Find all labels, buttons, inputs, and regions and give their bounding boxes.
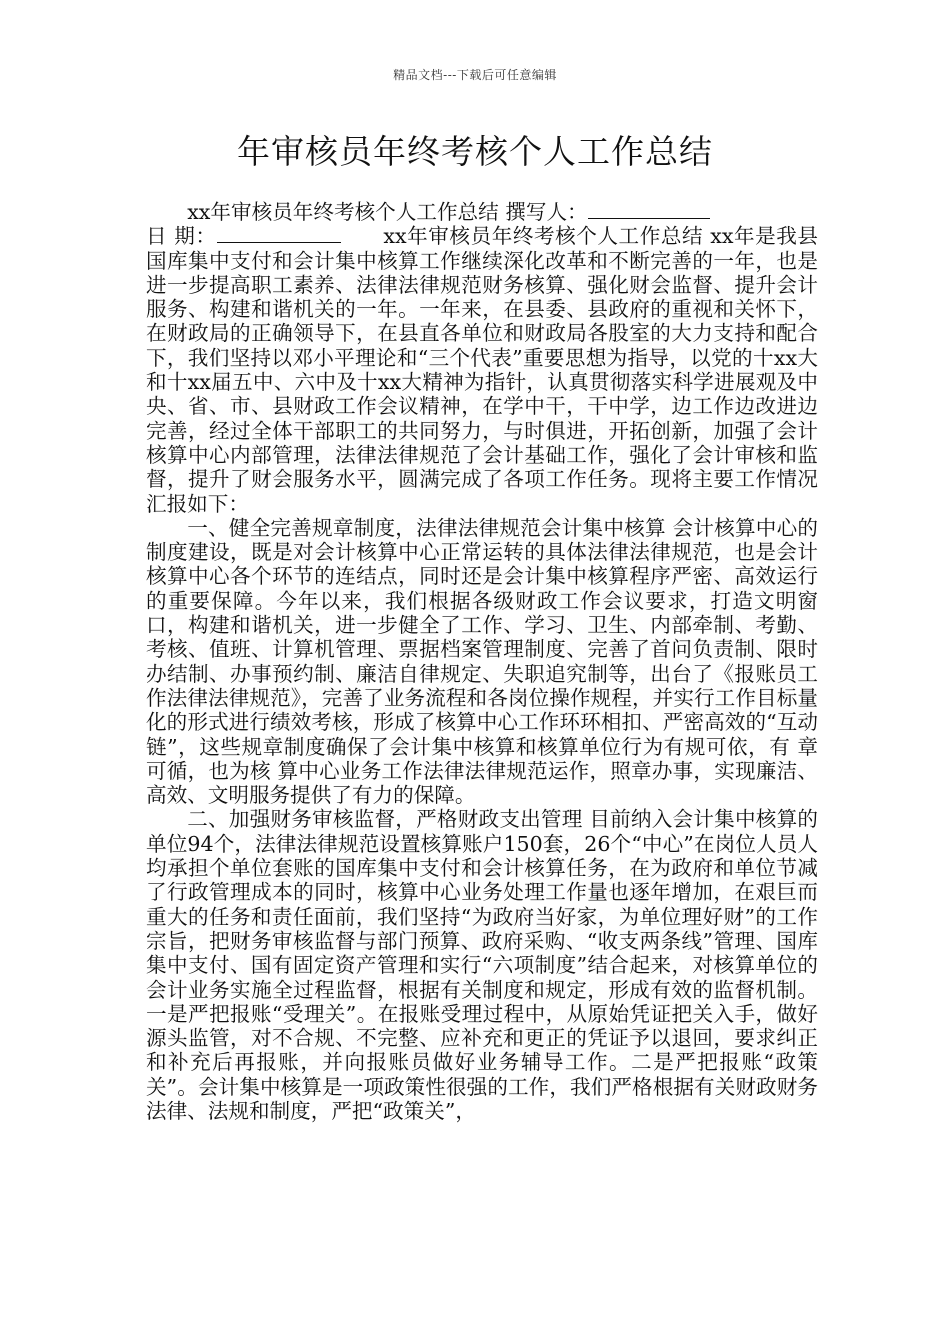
document-body <box>146 200 818 1123</box>
author-blank-field <box>588 200 710 219</box>
date-blank-field <box>217 224 341 243</box>
document-title: 年审核员年终考核个人工作总结 <box>237 132 713 171</box>
section-2-paragraph: 二、加强财务审核监督，严格财政支出管理 目前纳入会计集中核算的单位94个，法律法律规范设置核算账户150套，26个“中心”在岗位人员人均承担个单位套账的国库集中支付和会计核算任务，在为政府和单位节减了行政管理成本的同时，核算中心业务处理工作量也逐年增加，在艰巨而重大的任务和责任面前，我们坚持“为政府当好家，为单位理好财”的工作宗旨，把财务审核监督与部门预算、政府采购、“收支两条线”管理、国库集中支付、国有固定资产管理和实行“六项制度”结合起来，对核算单位的会计业务实施全过程监督，根据有关制度和规定，形成有效的监督机制。一是严把报账“受理关”。在报账受理过程中，从原始凭证把关入手，做好源头监管，对不合规、不完整、应补充和更正的凭证予以退回，要求纠正和补充后再报账，并向报账员做好业务辅导工作。二是严把报账“政策关”。会计集中核算是一项政策性很强的工作，我们严格根据有关财政财务法律、法规和制度，严把“政策关”， <box>146 807 818 1123</box>
section-1-paragraph: 一、健全完善规章制度，法律法律规范会计集中核算 会计核算中心的制度建设，既是对会计核算中心正常运转的具体法律法律规范，也是会计核算中心各个环节的连结点，同时还是会计集中核算程序严密、高效运行的重要保障。今年以来，我们根据各级财政工作会议要求，打造文明窗口，构建和谐机关，进一步健全了工作、学习、卫生、内部牵制、考勤、考核、值班、计算机管理、票据档案管理制度、完善了首问负责制、限时办结制、办事预约制、廉洁自律规定、失职追究制等，出台了《报账员工作法律法律规范》，完善了业务流程和各岗位操作规程，并实行工作目标量化的形式进行绩效考核，形成了核算中心工作环环相扣、严密高效的“互动链”，这些规章制度确保了会计集中核算和核算单位行为有规可依，有 章可循，也为核 算中心业务工作法律法律规范运作，照章办事，实现廉洁、高效、文明服务提供了有力的保障。 <box>146 515 818 808</box>
intro-paragraph: xx年审核员年终考核个人工作总结 xx年是我县国库集中支付和会计集中核算工作继续深化改革和不断完善的一年，也是进一步提高职工素养、法律法律规范财务核算、强化财会监督、提升会计服务、构建和谐机关的一年。一年来，在县委、县政府的重视和关怀下，在财政局的正确领导下，在县直各单位和财政局各股室的大力支持和配合下，我们坚持以邓小平理论和“三个代表”重要思想为指导，以党的十xx大和十xx届五中、六中及十xx大精神为指针，认真贯彻落实科学进展观及中央、省、市、县财政工作会议精神，在学中干，干中学，边工作边改进边完善，经过全体干部职工的共同努力，与时俱进，开拓创新，加强了会计核算中心内部管理，法律法律规范了会计基础工作，强化了会计审核和监督，提升了财会服务水平，圆满完成了各项工作任务。现将主要工作情况汇报如下： <box>146 224 819 516</box>
header-note: 精品文档---下载后可任意编辑 <box>393 68 557 82</box>
meta-line-date-label: 日 期： <box>146 224 217 249</box>
meta-paragraph <box>146 200 818 516</box>
meta-line-title-author: xx年审核员年终考核个人工作总结 撰写人： <box>187 200 588 224</box>
